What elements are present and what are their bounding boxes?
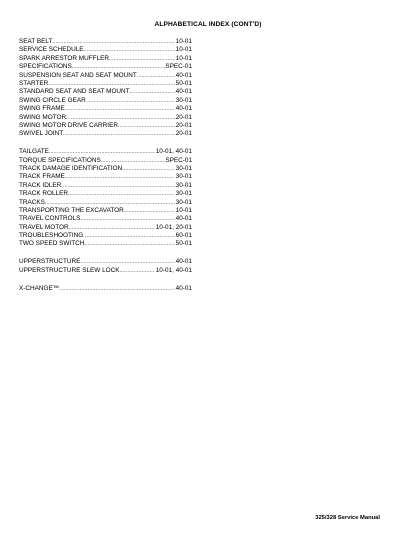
dot-leader <box>61 182 175 190</box>
index-entry <box>19 46 192 54</box>
dot-leader <box>52 38 175 46</box>
index-entry <box>19 215 192 223</box>
index-entry <box>19 258 192 266</box>
dot-leader <box>65 173 175 181</box>
dot-leader <box>120 267 156 275</box>
index-entry-page: 10-01 <box>175 54 192 62</box>
index-entry <box>19 114 192 122</box>
index-entry-page: 40-01 <box>175 215 192 223</box>
index-entry-label: TORQUE SPECIFICATIONS <box>19 156 101 164</box>
dot-leader <box>48 80 175 88</box>
index-entry <box>19 63 192 71</box>
index-entry <box>19 165 192 173</box>
index-entry-label: TRACK DAMAGE IDENTIFICATION <box>19 164 123 172</box>
dot-leader <box>69 224 156 232</box>
index-entry-label: TRAVEL CONTROLS <box>19 215 81 223</box>
index-entry-label: TRACKS <box>19 198 45 206</box>
index-entry-label: SEAT BELT <box>19 38 53 45</box>
index-entry <box>19 80 192 88</box>
index-entry-page: 30-01 <box>175 181 192 189</box>
index-group <box>19 258 192 275</box>
dot-leader <box>130 88 176 96</box>
index-entry-page: 50-01 <box>175 79 192 87</box>
dot-leader <box>66 114 175 122</box>
index-entry-page: SPEC-01 <box>165 156 192 164</box>
dot-leader <box>118 122 175 130</box>
dot-leader <box>122 165 175 173</box>
index-entry-label: SWING MOTOR <box>19 113 67 121</box>
index-entry <box>19 285 192 293</box>
dot-leader <box>86 97 175 105</box>
index-entry <box>19 224 192 232</box>
index-entry-label: SUSPENSION SEAT AND SEAT MOUNT <box>19 71 137 79</box>
index-entry-page: 10-01 <box>175 206 192 214</box>
index-entry <box>19 97 192 105</box>
index-entry-page: 60-01 <box>175 232 192 240</box>
index-entry-page: 40-01 <box>175 258 192 266</box>
index-entry-label: SPECIFICATIONS <box>19 63 72 71</box>
index-entry <box>19 38 192 46</box>
index-entry-page: 20-01 <box>175 121 192 129</box>
index-entry-page: 40-01 <box>175 105 192 113</box>
index-entry <box>19 207 192 215</box>
index-entry-page: 10-01, 20-01 <box>155 223 192 231</box>
index-entry-page: 50-01 <box>175 240 192 248</box>
index-entry-label: UPPERSTRUCTURE SLEW LOCK <box>19 266 120 274</box>
index-entry <box>19 267 192 275</box>
index-entry <box>19 173 192 181</box>
index-entry <box>19 88 192 96</box>
index-entry-label: STANDARD SEAT AND SEAT MOUNT <box>19 88 130 96</box>
index-entry-label: SWIVEL JOINT <box>19 130 64 138</box>
dot-leader <box>83 232 175 240</box>
dot-leader <box>80 215 175 223</box>
index-entry-label: TAILGATE <box>19 148 49 156</box>
index-entry-label: SPARK ARRESTOR MUFFLER <box>19 54 109 62</box>
index-entry-page: 30-01 <box>175 190 192 198</box>
dot-leader <box>65 105 175 113</box>
index-entry-label: STARTER <box>19 79 49 87</box>
index-entry-page: 10-01 <box>175 46 192 54</box>
index-group <box>19 148 192 249</box>
index-entry-label: SWING CIRCLE GEAR <box>19 96 86 104</box>
index-entry-page: SPEC-01 <box>165 63 192 71</box>
index-entry <box>19 105 192 113</box>
index-entry <box>19 122 192 130</box>
dot-leader <box>45 199 175 207</box>
index-group <box>19 38 192 139</box>
index-entry-label: UPPERSTRUCTURE <box>19 258 81 266</box>
index-entry-page: 20-01 <box>175 113 192 121</box>
index-entry-page: 40-01 <box>175 284 192 292</box>
index-entry <box>19 190 192 198</box>
index-entry-label: TROUBLESHOOTING <box>19 232 84 240</box>
index-entry <box>19 232 192 240</box>
index-entry-page: 10-01 <box>175 38 192 45</box>
index-entry-page: 30-01 <box>175 96 192 104</box>
index-entry-label: SWING FRAME <box>19 105 65 113</box>
page-title: ALPHABETICAL INDEX (CONT'D) <box>154 21 262 28</box>
index-entry-page: 30-01 <box>175 164 192 172</box>
index-entry-page: 40-01 <box>175 88 192 96</box>
index-entry-page: 30-01 <box>175 198 192 206</box>
index-entry-page: 20-01 <box>175 130 192 138</box>
dot-leader <box>80 258 175 266</box>
index-entry <box>19 55 192 63</box>
dot-leader <box>63 130 175 138</box>
dot-leader <box>49 148 155 156</box>
index-entry <box>19 148 192 156</box>
index-entry-label: TRAVEL MOTOR <box>19 223 69 231</box>
index-entry-page: 30-01 <box>175 173 192 181</box>
index-entry <box>19 130 192 138</box>
index-entry-label: TRACK IDLER <box>19 181 62 189</box>
index-entry-label: TWO SPEED SWITCH <box>19 240 85 248</box>
index-entry-label: TRANSPORTING THE EXCAVATOR <box>19 206 124 214</box>
manual-footer: 325/328 Service Manual <box>315 515 380 521</box>
dot-leader <box>59 285 175 293</box>
dot-leader <box>84 240 175 248</box>
index-entry-label: TRACK ROLLER <box>19 190 69 198</box>
dot-leader <box>101 157 165 165</box>
index-entry <box>19 182 192 190</box>
alphabetical-index-list <box>19 38 192 293</box>
dot-leader <box>109 55 175 63</box>
dot-leader <box>124 207 175 215</box>
dot-leader <box>72 63 165 71</box>
index-entry-page: 10-01, 40-01 <box>155 266 192 274</box>
index-entry-label: X-CHANGE™ <box>19 284 60 292</box>
index-entry-page: 40-01 <box>175 71 192 79</box>
index-entry-page: 10-01, 40-01 <box>155 148 192 156</box>
dot-leader <box>137 72 175 80</box>
index-entry <box>19 157 192 165</box>
index-entry-label: TRACK FRAME <box>19 173 65 181</box>
index-entry <box>19 72 192 80</box>
dot-leader <box>84 46 176 54</box>
dot-leader <box>68 190 175 198</box>
index-entry <box>19 199 192 207</box>
index-group <box>19 285 192 293</box>
index-entry-label: SWING MOTOR DRIVE CARRIER <box>19 121 118 129</box>
index-entry-label: SERVICE SCHEDULE <box>19 46 84 54</box>
index-entry <box>19 240 192 248</box>
